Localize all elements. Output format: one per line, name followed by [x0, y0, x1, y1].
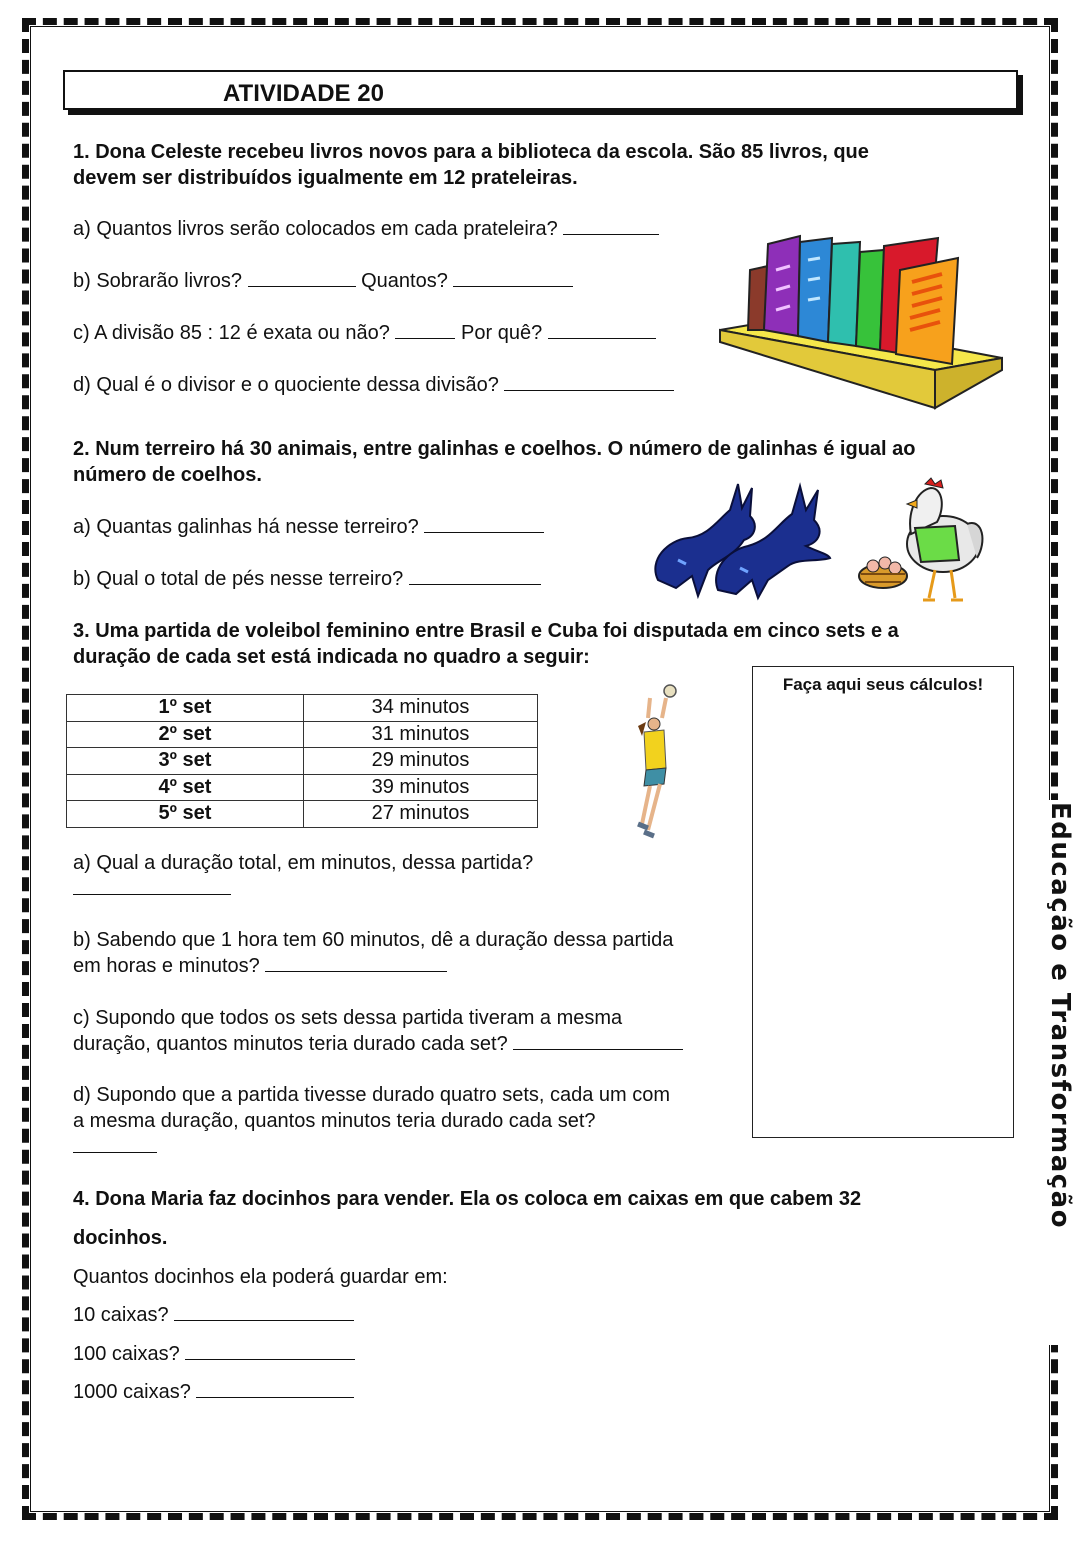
set-label: 1º set	[67, 695, 304, 722]
books-on-shelf-illustration	[720, 230, 1005, 415]
set-duration: 39 minutos	[304, 774, 538, 801]
q3a-answer-blank[interactable]	[73, 876, 231, 895]
q2a-text: a) Quantas galinhas há nesse terreiro?	[73, 516, 419, 538]
volleyball-player-illustration	[628, 684, 683, 839]
q2a-answer-blank[interactable]	[424, 514, 544, 533]
q4-item	[73, 1341, 355, 1367]
q4-statement-line1: 4. Dona Maria faz docinhos para vender. Ela os coloca em caixas em que cabem 32	[73, 1188, 862, 1210]
q3d-text-line2: a mesma duração, quantos minutos teria durado cada set?	[73, 1110, 596, 1132]
q4-item-label: 100 caixas?	[73, 1343, 180, 1365]
q1c	[73, 320, 656, 346]
q3d	[73, 1134, 157, 1160]
set-duration: 34 minutos	[304, 695, 538, 722]
table-row	[67, 695, 538, 722]
q3b-text-line1: b) Sabendo que 1 hora tem 60 minutos, dê a duração dessa partida	[73, 929, 674, 951]
q1d	[73, 372, 674, 398]
q4-item	[73, 1379, 354, 1405]
side-label-text: Educação e Transformação	[1045, 802, 1075, 1230]
q4-item	[73, 1302, 354, 1328]
q2-statement-line2: número de coelhos.	[73, 464, 262, 486]
q4-item-answer-blank[interactable]	[174, 1302, 354, 1321]
chicken-with-eggs-illustration	[855, 478, 990, 606]
q3c-text-line1: c) Supondo que todos os sets dessa partida tiveram a mesma	[73, 1007, 623, 1029]
q1c-text-2: Por quê?	[461, 322, 543, 344]
q3a-text: a) Qual a duração total, em minutos, dessa partida?	[73, 852, 534, 874]
q3-statement-line1: 3. Uma partida de voleibol feminino entre Brasil e Cuba foi disputada em cinco sets e a	[73, 620, 899, 642]
q2a	[73, 514, 544, 540]
q1c-answer-blank-2[interactable]	[548, 320, 656, 339]
q1b-answer-blank-2[interactable]	[453, 268, 573, 287]
side-watermark	[1041, 800, 1075, 1345]
q2b-answer-blank[interactable]	[409, 566, 541, 585]
q3c-answer-blank[interactable]	[513, 1031, 683, 1050]
q3c-text-line2: duração, quantos minutos teria durado cada set?	[73, 1033, 508, 1055]
calculation-area[interactable]	[752, 666, 1014, 1138]
q1a-answer-blank[interactable]	[563, 216, 659, 235]
q1b-text: b) Sobrarão livros?	[73, 270, 242, 292]
set-label: 3º set	[67, 748, 304, 775]
set-label: 5º set	[67, 801, 304, 828]
table-row	[67, 721, 538, 748]
q3-statement-line2: duração de cada set está indicada no quadro a seguir:	[73, 646, 590, 668]
title-box	[63, 70, 1018, 110]
q4-item-answer-blank[interactable]	[185, 1341, 355, 1360]
q1b-text-2: Quantos?	[361, 270, 448, 292]
q1c-text: c) A divisão 85 : 12 é exata ou não?	[73, 322, 390, 344]
q4-item-label: 1000 caixas?	[73, 1381, 191, 1403]
q3b-text-line2: em horas e minutos?	[73, 955, 260, 977]
rabbits-illustration	[648, 480, 833, 602]
set-duration-table	[66, 694, 538, 828]
q3b	[73, 953, 447, 979]
q1a	[73, 216, 659, 242]
q1b	[73, 268, 573, 294]
q2-statement-line1: 2. Num terreiro há 30 animais, entre galinhas e coelhos. O número de galinhas é igual ao	[73, 438, 916, 460]
set-duration: 29 minutos	[304, 748, 538, 775]
q3d-answer-blank[interactable]	[73, 1134, 157, 1153]
set-duration: 27 minutos	[304, 801, 538, 828]
page-title: ATIVIDADE 20	[223, 80, 384, 107]
set-duration: 31 minutos	[304, 721, 538, 748]
set-label: 2º set	[67, 721, 304, 748]
q1-statement-line1: 1. Dona Celeste recebeu livros novos para a biblioteca da escola. São 85 livros, que	[73, 141, 869, 163]
q1d-text: d) Qual é o divisor e o quociente dessa divisão?	[73, 374, 499, 396]
set-label: 4º set	[67, 774, 304, 801]
table-row	[67, 801, 538, 828]
q1b-answer-blank-1[interactable]	[248, 268, 356, 287]
q1-statement-line2: devem ser distribuídos igualmente em 12 prateleiras.	[73, 167, 578, 189]
q4-item-answer-blank[interactable]	[196, 1379, 354, 1398]
q1a-text: a) Quantos livros serão colocados em cada prateleira?	[73, 218, 558, 240]
q2b-text: b) Qual o total de pés nesse terreiro?	[73, 568, 404, 590]
q4-item-label: 10 caixas?	[73, 1304, 169, 1326]
q1d-answer-blank[interactable]	[504, 372, 674, 391]
q3c	[73, 1031, 683, 1057]
q3d-text-line1: d) Supondo que a partida tivesse durado quatro sets, cada um com	[73, 1084, 671, 1106]
q1c-answer-blank-1[interactable]	[395, 320, 455, 339]
q3a	[73, 876, 231, 902]
q2b	[73, 566, 541, 592]
table-row	[67, 774, 538, 801]
q4-statement-line2: docinhos.	[73, 1227, 168, 1249]
q4-prompt: Quantos docinhos ela poderá guardar em:	[73, 1266, 448, 1288]
table-row	[67, 748, 538, 775]
q3b-answer-blank[interactable]	[265, 953, 447, 972]
calculation-area-label: Faça aqui seus cálculos!	[782, 675, 984, 694]
